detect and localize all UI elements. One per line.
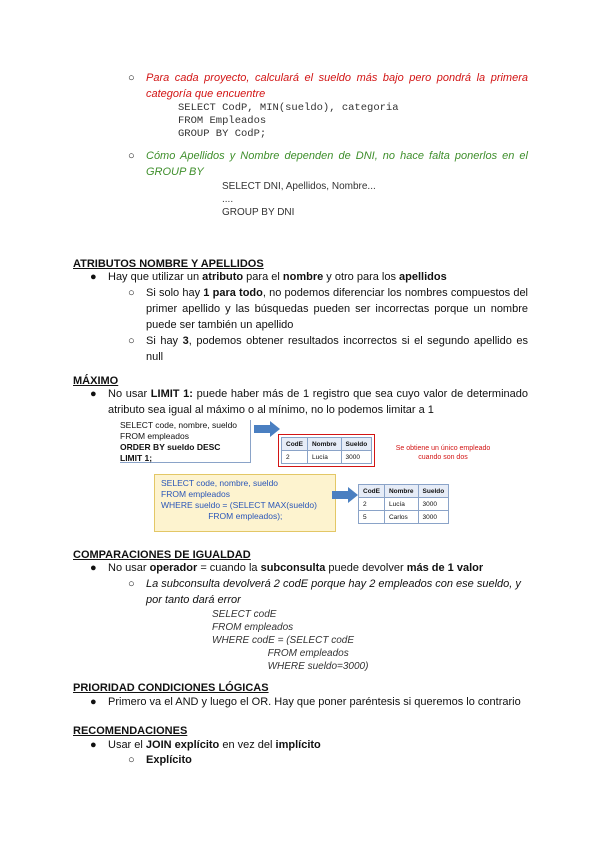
- bullet-circle: ○: [128, 150, 135, 162]
- arrow-right-icon: [332, 487, 358, 503]
- code-block-1: [178, 102, 399, 141]
- th: CodE: [359, 485, 385, 498]
- heading-atributos: ATRIBUTOS NOMBRE Y APELLIDOS: [73, 258, 264, 270]
- th: Nombre: [307, 438, 341, 451]
- code-line: SELECT code, nombre, sueldo: [161, 478, 279, 488]
- code-box-a: [120, 420, 251, 463]
- td: 5: [359, 511, 385, 524]
- th: CodE: [282, 438, 308, 451]
- th: Sueldo: [341, 438, 372, 451]
- maximo-bullet-1: No usar LIMIT 1: puede haber más de 1 registro que sea cuyo valor de determinado atributo sea igual al máximo o al mínimo, no lo podemos limitar a 1: [108, 388, 529, 416]
- td: 2: [282, 451, 308, 464]
- bullet-circle: ○: [128, 578, 135, 590]
- heading-comparaciones: COMPARACIONES DE IGUALDAD: [73, 549, 251, 561]
- code-line: FROM empleados: [212, 648, 349, 659]
- code-b: [161, 478, 329, 522]
- prioridad-bullet-1: Primero va el AND y luego el OR. Hay que poner paréntesis si queremos lo contrario: [108, 696, 521, 708]
- item-apellidos: Cómo Apellidos y Nombre dependen de DNI, no hace falta ponerlos en el GROUP BY: [146, 150, 528, 178]
- code-line: SELECT CodP, MIN(sueldo), categoria: [178, 102, 399, 114]
- td: 2: [359, 498, 385, 511]
- code-line: GROUP BY DNI: [222, 207, 295, 218]
- comparaciones-sub-1: La subconsulta devolverá 2 codE porque hay 2 empleados con ese sueldo, y por tanto dará error: [146, 578, 521, 606]
- bullet-dot: ●: [90, 562, 97, 574]
- heading-prioridad: PRIORIDAD CONDICIONES LÓGICAS: [73, 682, 269, 694]
- atributos-bullet-1: Hay que utilizar un atributo para el nombre y otro para los apellidos: [108, 271, 447, 283]
- heading-recomendaciones: RECOMENDACIONES: [73, 725, 188, 737]
- atributos-sub-2: Si hay 3, podemos obtener resultados incorrectos si el segundo apellido es null: [146, 335, 528, 363]
- bullet-dot: ●: [90, 388, 97, 400]
- code-block-2: [222, 180, 376, 219]
- code-line: FROM empleados: [161, 489, 230, 499]
- code-a: [120, 420, 250, 464]
- bullet-circle: ○: [128, 287, 135, 299]
- bullet-dot: ●: [90, 696, 97, 708]
- code-line: FROM Empleados: [178, 115, 267, 127]
- bullet-dot: ●: [90, 739, 97, 751]
- note-unico: Se obtiene un único empleado cuando son dos: [395, 445, 491, 461]
- code-line: ....: [222, 194, 234, 205]
- code-line: GROUP BY CodP;: [178, 128, 267, 140]
- code-line: WHERE codE = (SELECT codE: [212, 635, 354, 646]
- recomendaciones-bullet-1: Usar el JOIN explícito en vez del implícito: [108, 739, 321, 751]
- code-line: SELECT codE: [212, 609, 277, 620]
- comparaciones-bullet-1: No usar operador = cuando la subconsulta puede devolver más de 1 valor: [108, 562, 484, 574]
- code-line: SELECT code, nombre, sueldo: [120, 420, 238, 430]
- code-line: ORDER BY sueldo DESC: [120, 442, 221, 452]
- bullet-circle: ○: [128, 335, 135, 347]
- td: 3000: [418, 498, 449, 511]
- item-proyecto: Para cada proyecto, calculará el sueldo más bajo pero pondrá la primera categoría que encuentre: [146, 72, 528, 100]
- arrow-right-icon: [254, 421, 280, 437]
- atributos-sub-1: Si solo hay 1 para todo, no podemos diferenciar los nombres compuestos del primer apellido y las búsquedas pueden ser incorrectas porque un nombre puede ser también un apellido: [146, 287, 528, 331]
- bullet-dot: ●: [90, 271, 97, 283]
- heading-maximo: MÁXIMO: [73, 375, 119, 387]
- result-table-a: [281, 437, 372, 464]
- td: 3000: [418, 511, 449, 524]
- code-line: WHERE sueldo = (SELECT MAX(sueldo): [161, 500, 317, 510]
- bullet-circle: ○: [128, 72, 135, 84]
- code-line: FROM empleados);: [161, 511, 283, 521]
- result-table-a-frame: [278, 434, 375, 467]
- td: 3000: [341, 451, 372, 464]
- code-line: WHERE sueldo=3000): [212, 661, 369, 672]
- th: Nombre: [384, 485, 418, 498]
- th: Sueldo: [418, 485, 449, 498]
- code-line: SELECT DNI, Apellidos, Nombre...: [222, 181, 376, 192]
- td: Lucía: [384, 498, 418, 511]
- code-line: FROM empleados: [120, 431, 189, 441]
- code-comparaciones: [212, 608, 368, 673]
- bullet-circle: ○: [128, 754, 135, 766]
- code-line: FROM empleados: [212, 622, 294, 633]
- result-table-b: [358, 484, 449, 524]
- td: Carlos: [384, 511, 418, 524]
- recomendaciones-sub-1: Explícito: [146, 754, 192, 766]
- td: Lucía: [307, 451, 341, 464]
- code-line: LIMIT 1;: [120, 453, 153, 463]
- code-box-b: [154, 474, 336, 532]
